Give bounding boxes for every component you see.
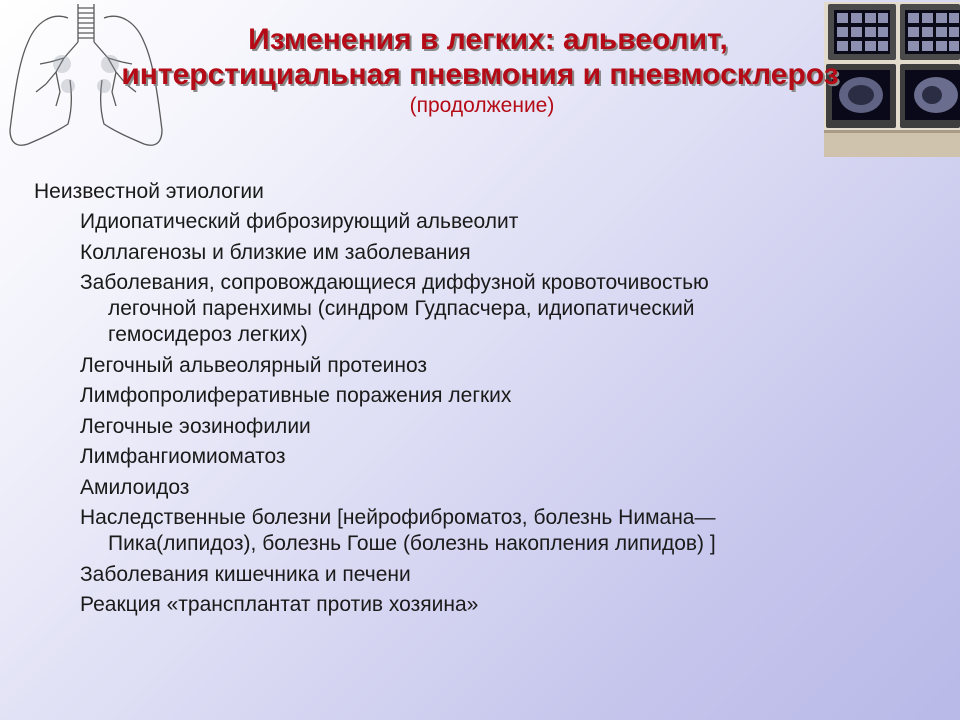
list-item [80,444,934,470]
list-item-text: Идиопатический фиброзирующий альвеолит [80,210,519,233]
list-item-text: Наследственные болезни [нейрофиброматоз, болезнь Нимана— [80,506,716,529]
list-item-text: Заболевания кишечника и печени [80,562,411,586]
list-item [80,475,934,501]
list-item-continuation: легочной паренхимы (синдром Гудпасчера, идиопатический [108,297,695,320]
list-item-text: Лимфангиомиоматоз [80,445,286,468]
list-item-text: Реакция «трансплантат против хозяина» [80,593,479,616]
list-item-text: Амилоидоз [80,475,190,499]
list-item [80,505,934,557]
subtitle: (продолжение) [409,94,555,117]
item-list [34,209,934,618]
list-item-text: Лимфопролиферативные поражения легких [80,384,512,407]
list-item [80,562,934,588]
list-item-continuation: гемосидероз легких) [108,323,308,346]
list-item [80,414,934,440]
title-block [0,22,960,118]
list-item-text: Легочные эозинофилии [80,414,311,438]
title-line-1: Изменения в легких: альвеолит, [248,23,728,56]
list-item [80,270,934,348]
list-item [80,240,934,266]
list-item [80,353,934,379]
list-item-text: Коллагенозы и близкие им заболевания [80,240,471,264]
title-line-2: интерстициальная пневмония и пневмосклероз [121,58,839,91]
list-item-continuation: Пика(липидоз), болезнь Гоше (болезнь накопления липидов) ] [108,532,716,555]
list-item-text: Заболевания, сопровождающиеся диффузной кровоточивостью [80,271,709,294]
content-heading: Неизвестной этиологии [34,180,264,203]
list-item [80,209,934,235]
list-item [80,592,934,618]
list-item [80,383,934,409]
content [34,178,934,623]
list-item-text: Легочный альвеолярный протеиноз [80,353,428,377]
